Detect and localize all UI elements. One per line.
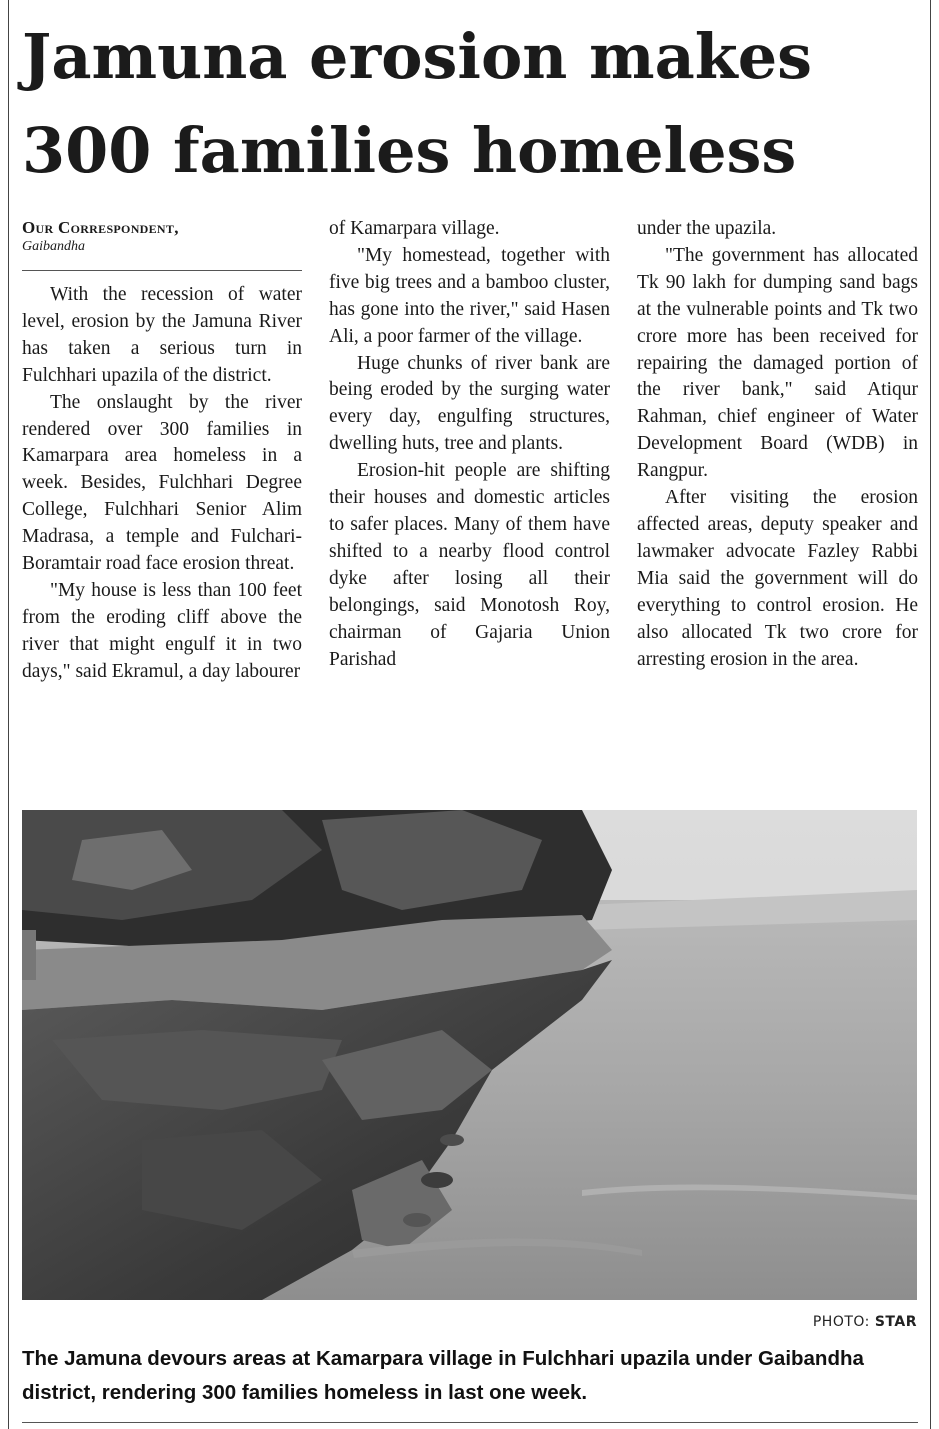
bottom-divider [22, 1422, 918, 1423]
page-border-right [930, 0, 931, 1429]
paragraph: "My homestead, together with five big trees and a bamboo cluster, has gone into the river," said Hasen Ali, a poor farmer of the village. [329, 244, 610, 347]
paragraph: "The government has allocated Tk 90 lakh for dumping sand bags at the vulnerable points and Tk two crore more has been received for repairing the damaged portion of the river bank," said Atiqur Rahman, chief engineer of Water Development Board (WDB) in Rangpur. [637, 244, 918, 482]
article-column-2 [329, 216, 610, 673]
photo-credit [813, 1314, 917, 1330]
paragraph: After visiting the erosion affected areas, deputy speaker and lawmaker advocate Fazley Rabbi Mia said the government will do everything to control erosion. He also allocated Tk two crore for arresting erosion in the area. [637, 487, 918, 670]
paragraph: With the recession of water level, erosion by the Jamuna River has taken a serious turn in Fulchhari upazila of the district. [22, 284, 302, 386]
paragraph: Huge chunks of river bank are being eroded by the surging water every day, engulfing structures, dwelling huts, tree and plants. [329, 352, 610, 455]
river-erosion-photo [22, 810, 917, 1300]
page-border-left [8, 0, 9, 1429]
news-photo [22, 810, 917, 1300]
byline [22, 218, 302, 255]
photo-caption: The Jamuna devours areas at Kamarpara village in Fulchhari upazila under Gaibandha district, rendering 300 families homeless in last one week. [22, 1347, 864, 1404]
paragraph: under the upazila. [637, 218, 777, 239]
headline: Jamuna erosion makes 300 families homeless [22, 20, 813, 187]
byline-name: Our Correspondent, [22, 218, 179, 237]
byline-place: Gaibandha [22, 239, 85, 254]
byline-divider [22, 270, 302, 271]
paragraph: Erosion-hit people are shifting their houses and domestic articles to safer places. Many of them have shifted to a nearby flood control dyke after losing all their belongings, said Monotosh Roy, chairman of Gajaria Union Parishad [329, 460, 610, 670]
photo-credit-source: STAR [874, 1314, 917, 1330]
article-column-3 [637, 216, 918, 673]
paragraph: of Kamarpara village. [329, 218, 500, 239]
article-column-1 [22, 282, 302, 686]
paragraph: "My house is less than 100 feet from the eroding cliff above the river that might engulf it in two days," said Ekramul, a day labourer [22, 579, 302, 682]
photo-credit-label: PHOTO: [812, 1314, 875, 1330]
paragraph: The onslaught by the river rendered over 300 families in Kamarpara area homeless in a week. Besides, Fulchhari Degree College, Fulchhari Senior Alim Madrasa, a temple and Fulchari-Boramtair road face erosion threat. [22, 391, 302, 575]
